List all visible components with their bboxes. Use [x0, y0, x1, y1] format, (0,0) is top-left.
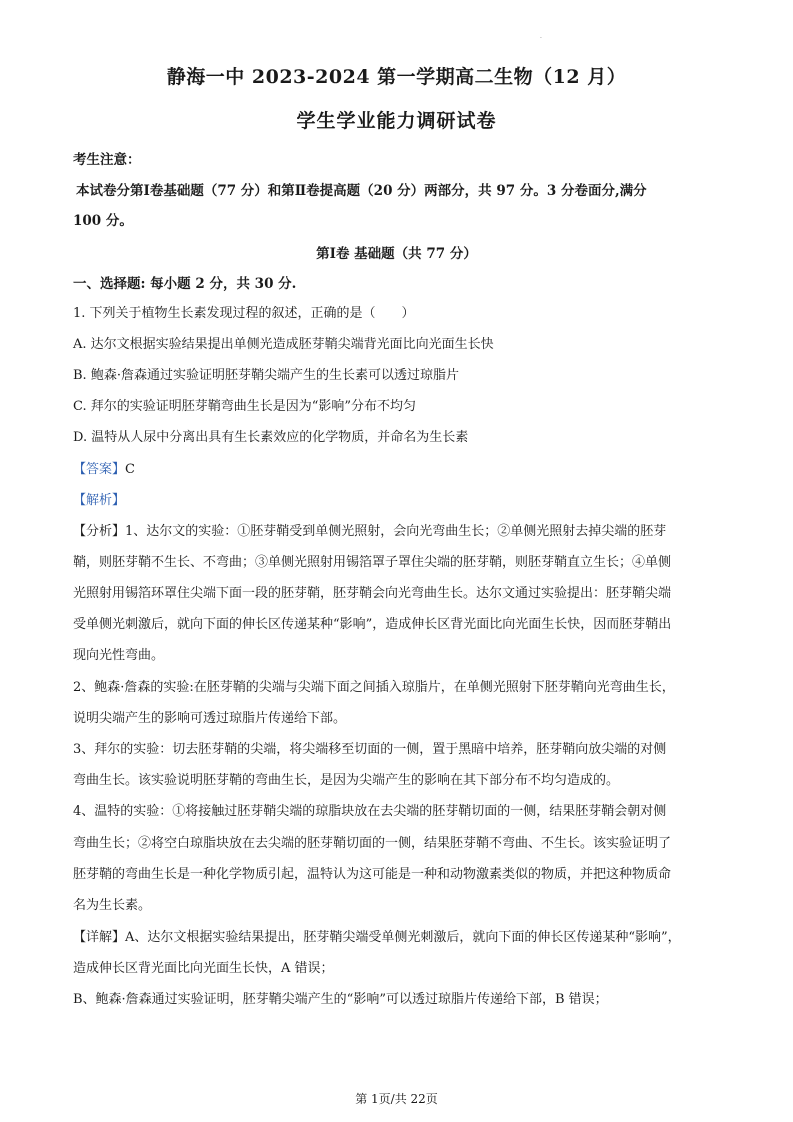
- analysis-line: 2、鲍森·詹森的实验:在胚芽鞘的尖端与尖端下面之间插入琼脂片，在单侧光照射下胚芽鞘向光弯曲生长，: [73, 680, 675, 695]
- option-c: C. 拜尔的实验证明胚芽鞘弯曲生长是因为“影响”分布不均匀: [73, 399, 417, 414]
- analysis-line: 3、拜尔的实验：切去胚芽鞘的尖端，将尖端移至切面的一侧，置于黑暗中培养，胚芽鞘向放尖端的对侧: [73, 742, 667, 757]
- option-a: A. 达尔文根据实验结果提出单侧光造成胚芽鞘尖端背光面比向光面生长快: [73, 337, 494, 352]
- exam-title: 静海一中 2023-2024 第一学期高二生物（12 月）: [166, 66, 627, 88]
- question-stem: 1. 下列关于植物生长素发现过程的叙述，正确的是（ ）: [73, 306, 415, 321]
- answer-value: C: [125, 462, 135, 477]
- analysis-line: 【分析】1、达尔文的实验：①胚芽鞘受到单侧光照射，会向光弯曲生长；②单侧光照射去掉尖端的胚芽: [73, 524, 667, 539]
- section-title: 第Ⅰ卷 基础题（共 77 分）: [316, 246, 477, 262]
- detail-line: 造成伸长区背光面比向光面生长快，A 错误；: [73, 961, 334, 976]
- answer-row: [73, 460, 723, 480]
- option-b: B. 鲍森·詹森通过实验证明胚芽鞘尖端产生的生长素可以透过琼脂片: [73, 368, 459, 383]
- analysis-line: 光照射用锡箔环罩住尖端下面一段的胚芽鞘，胚芽鞘会向光弯曲生长。达尔文通过实验提出：胚芽鞘尖端: [73, 586, 672, 601]
- part-heading: 一、选择题: 每小题 2 分，共 30 分.: [73, 276, 297, 292]
- analysis-label: 【解析】: [73, 493, 126, 508]
- analysis-line: 弯曲生长；②将空白琼脂块放在去尖端的胚芽鞘切面的一侧，结果胚芽鞘不弯曲、不生长。该实验证明了: [73, 836, 672, 851]
- exam-subtitle: 学生学业能力调研试卷: [296, 110, 497, 132]
- option-d: D. 温特从人尿中分离出具有生长素效应的化学物质，并命名为生长素: [73, 430, 469, 445]
- corner-mark: .: [540, 33, 542, 40]
- notice-heading: 考生注意：: [73, 152, 141, 168]
- notice-body-line1: 本试卷分第Ⅰ卷基础题（77 分）和第Ⅱ卷提高题（20 分）两部分，共 97 分。3 分卷面分,满分: [76, 183, 647, 199]
- analysis-line: 鞘，则胚芽鞘不生长、不弯曲；③单侧光照射用锡箔罩子罩住尖端的胚芽鞘，则胚芽鞘直立生长；④单侧: [73, 555, 672, 570]
- analysis-line: 名为生长素。: [73, 898, 152, 913]
- analysis-line: 现向光性弯曲。: [73, 648, 165, 663]
- analysis-line: 4、温特的实验：①将接触过胚芽鞘尖端的琼脂块放在去尖端的胚芽鞘切面的一侧，结果胚芽鞘会朝对侧: [73, 804, 667, 819]
- detail-line: 【详解】A、达尔文根据实验结果提出，胚芽鞘尖端受单侧光刺激后，就向下面的伸长区传递某种“影响”，: [73, 930, 681, 945]
- analysis-line: 胚芽鞘的弯曲生长是一种化学物质引起，温特认为这可能是一种和动物激素类似的物质，并把这种物质命: [73, 867, 672, 882]
- analysis-line: 弯曲生长。该实验说明胚芽鞘的弯曲生长，是因为尖端产生的影响在其下部分布不均匀造成的。: [73, 773, 620, 788]
- analysis-line: 受单侧光刺激后，就向下面的伸长区传递某种“影响”，造成伸长区背光面比向光面生长快，因而胚芽鞘出: [73, 617, 672, 632]
- answer-label: 【答案】: [73, 462, 126, 477]
- page-number: 第 1页/共 22页: [355, 1092, 438, 1106]
- analysis-line: 说明尖端产生的影响可透过琼脂片传递给下部。: [73, 711, 347, 726]
- notice-body-line2: 100 分。: [73, 213, 133, 229]
- detail-line: B、鲍森·詹森通过实验证明，胚芽鞘尖端产生的“影响”可以透过琼脂片传递给下部，B 错误；: [73, 992, 608, 1007]
